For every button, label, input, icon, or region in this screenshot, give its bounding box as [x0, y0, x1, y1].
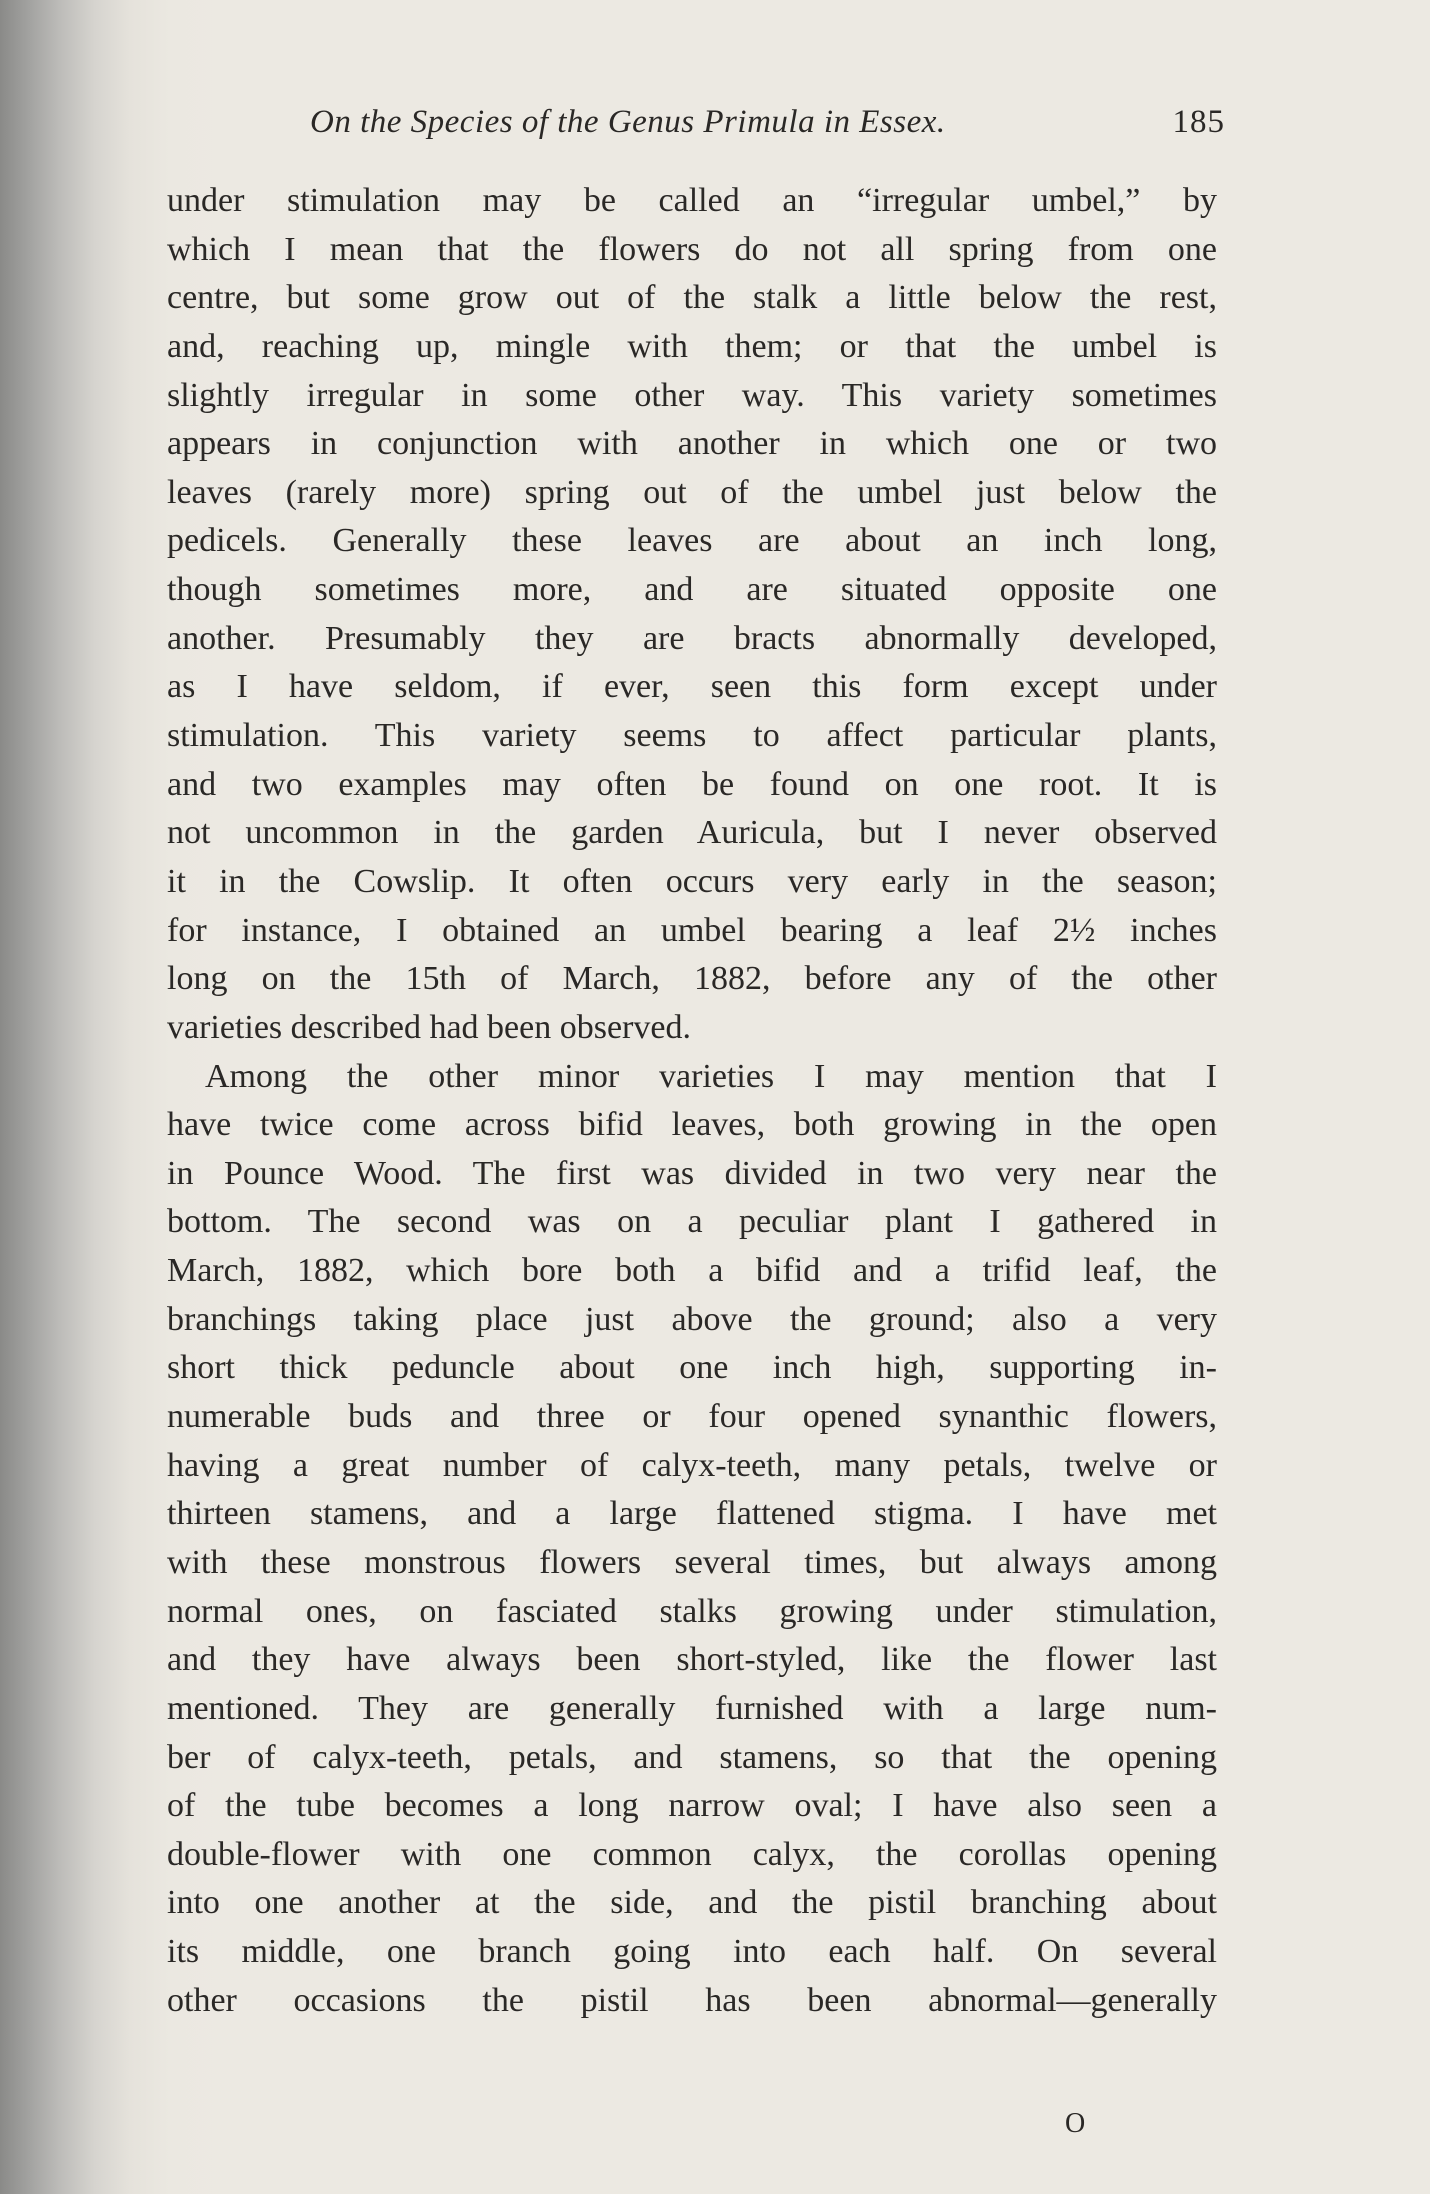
text-line: and, reaching up, mingle with them; or that the umbel is	[167, 327, 1217, 365]
text-line: not uncommon in the garden Auricula, but I never observed	[167, 814, 1217, 852]
text-line: ber of calyx-teeth, petals, and stamens, so that the opening	[167, 1738, 1217, 1776]
text-line: centre, but some grow out of the stalk a little below the rest,	[167, 279, 1217, 317]
text-line: its middle, one branch going into each half. On several	[167, 1933, 1217, 1971]
page-number: 185	[1172, 104, 1225, 140]
text-line: in Pounce Wood. The first was divided in two very near the	[167, 1154, 1217, 1192]
running-head	[160, 104, 1225, 154]
text-line: of the tube becomes a long narrow oval; I have also seen a	[167, 1787, 1217, 1825]
text-line: numerable buds and three or four opened synanthic flowers,	[167, 1398, 1217, 1436]
text-line: short thick peduncle about one inch high, supporting in-	[167, 1349, 1217, 1387]
text-line: and they have always been short-styled, like the flower last	[167, 1641, 1217, 1679]
text-line: leaves (rarely more) spring out of the umbel just below the	[167, 473, 1217, 511]
text-line: with these monstrous flowers several times, but always among	[167, 1543, 1217, 1581]
paragraph-start-line: Among the other minor varieties I may mention that I	[205, 1057, 1217, 1095]
text-line: slightly irregular in some other way. This variety sometimes	[167, 376, 1217, 414]
text-line: though sometimes more, and are situated opposite one	[167, 571, 1217, 609]
text-line: branchings taking place just above the ground; also a very	[167, 1300, 1217, 1338]
body-text	[167, 177, 1217, 2025]
text-line: another. Presumably they are bracts abnormally developed,	[167, 619, 1217, 657]
text-line: mentioned. They are generally furnished with a large num-	[167, 1689, 1217, 1727]
text-line: have twice come across bifid leaves, both growing in the open	[167, 1106, 1217, 1144]
text-line: normal ones, on fasciated stalks growing under stimulation,	[167, 1592, 1217, 1630]
text-line: long on the 15th of March, 1882, before any of the other	[167, 960, 1217, 998]
text-line: and two examples may often be found on one root. It is	[167, 765, 1217, 803]
text-line: having a great number of calyx-teeth, many petals, twelve or	[167, 1446, 1217, 1484]
text-line: into one another at the side, and the pistil branching about	[167, 1884, 1217, 1922]
text-line: under stimulation may be called an “irregular umbel,” by	[167, 182, 1217, 219]
text-line: appears in conjunction with another in which one or two	[167, 425, 1217, 463]
text-line: other occasions the pistil has been abnormal—generally	[167, 1981, 1217, 2019]
text-line: bottom. The second was on a peculiar plant I gathered in	[167, 1203, 1217, 1241]
running-title: On the Species of the Genus Primula in Essex.	[310, 104, 946, 140]
text-line: stimulation. This variety seems to affect particular plants,	[167, 717, 1217, 755]
paragraph-end-line: varieties described had been observed.	[167, 1008, 691, 1046]
text-line: it in the Cowslip. It often occurs very early in the season;	[167, 862, 1217, 900]
text-line: which I mean that the flowers do not all spring from one	[167, 230, 1217, 268]
text-line: pedicels. Generally these leaves are about an inch long,	[167, 522, 1217, 560]
text-line: as I have seldom, if ever, seen this form except under	[167, 668, 1217, 706]
text-line: double-flower with one common calyx, the corollas opening	[167, 1835, 1217, 1873]
text-line: thirteen stamens, and a large flattened stigma. I have met	[167, 1495, 1217, 1533]
text-line: March, 1882, which bore both a bifid and a trifid leaf, the	[167, 1252, 1217, 1290]
signature-mark: O	[1065, 2108, 1086, 2139]
text-line: for instance, I obtained an umbel bearing a leaf 2½ inches	[167, 911, 1217, 949]
